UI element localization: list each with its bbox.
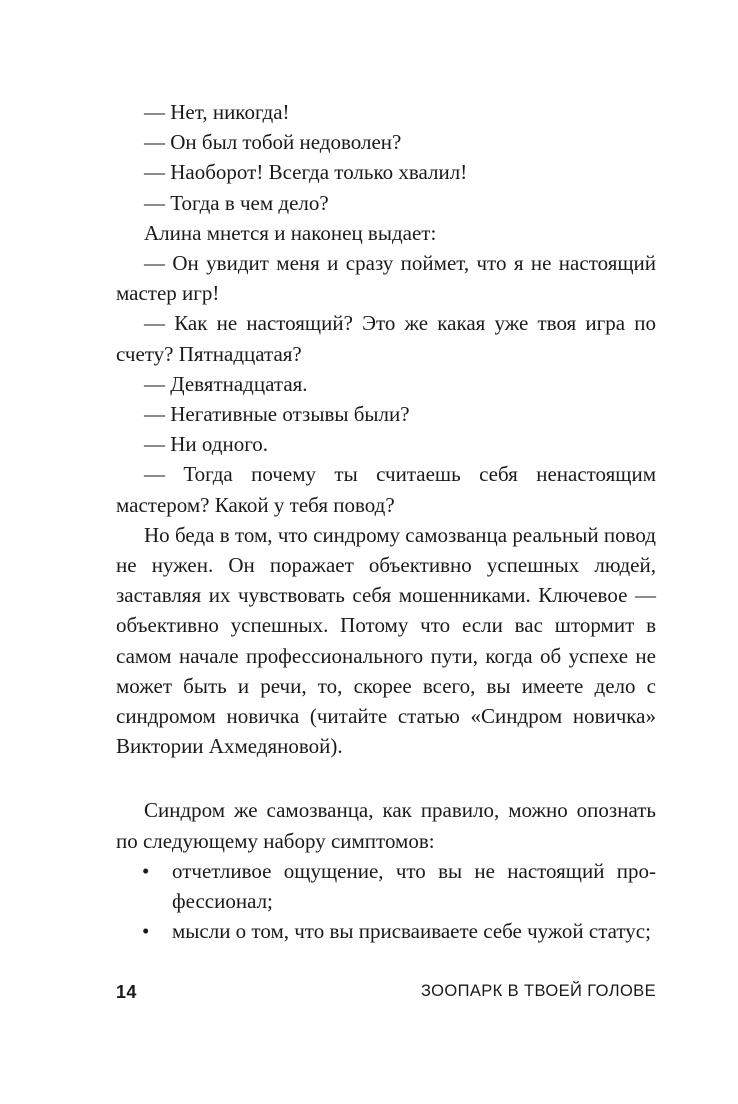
list-item <box>116 856 656 916</box>
list-item-text: мысли о том, что вы присваиваете себе чужой статус; <box>172 919 651 944</box>
dialogue-line-1: — Нет, никогда! <box>144 100 290 124</box>
symptom-list <box>116 856 656 947</box>
body-paragraph-1: Но беда в том, что синдрому самозванца реальный повод не нужен. Он поражает объективно успешных людей, заставляя их чувствовать себя мошенниками. Ключевое — объективно успешных. Потому что если вас штормит в самом начале профессионального пути, когда об успехе не может быть и речи, то, скорее всего, вы имеете дело с синдромом новичка (читайте статью «Синдром новичка» Виктории Ахмедяновой). <box>116 522 656 759</box>
body-paragraph-2: Синдром же самозванца, как правило, можно опознать по следующему набору симптомов: <box>116 798 656 853</box>
dialogue-line-3: — Наоборот! Всегда только хвалил! <box>144 160 468 185</box>
list-item <box>116 916 656 946</box>
dialogue-line-6: — Как не настоящий? Это же какая уже твоя игра по счету? Пятнадцатая? <box>116 311 656 366</box>
dialogue-line-2: — Он был тобой недоволен? <box>144 130 402 155</box>
dialogue-line-7: — Девятнадцатая. <box>144 371 308 396</box>
bullet-icon: • <box>142 858 150 883</box>
running-title: ЗООПАРК В ТВОЕЙ ГОЛОВЕ <box>420 982 656 1000</box>
dialogue-line-9: — Ни одного. <box>144 432 269 457</box>
list-item-text: отчетливое ощущение, что вы не настоящий профессионал; <box>172 858 656 914</box>
bullet-icon: • <box>142 919 150 944</box>
dialogue-line-4: — Тогда в чем дело? <box>144 190 329 215</box>
dialogue-line-8: — Негативные отзывы были? <box>144 402 410 427</box>
dialogue-line-10: — Тогда почему ты считаешь себя ненастоящим мастером? Какой у тебя повод? <box>116 462 656 517</box>
dialogue-line-5: — Он увидит меня и сразу поймет, что я не настоящий мастер игр! <box>116 251 656 306</box>
page-body <box>116 97 656 946</box>
page-number: 14 <box>116 982 137 1002</box>
narration-line-1: Алина мнется и наконец выдает: <box>144 220 437 245</box>
